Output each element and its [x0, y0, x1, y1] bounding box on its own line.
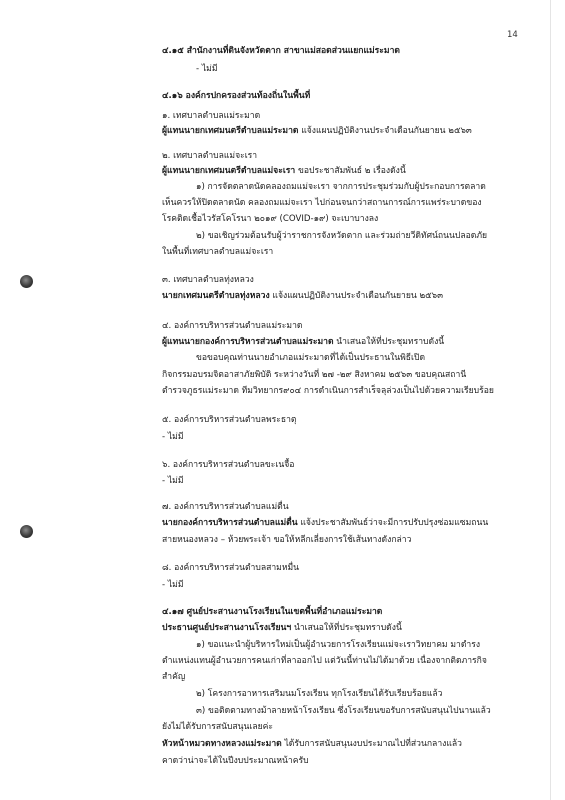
- speaker-text: ขอประชาสัมพันธ์ ๒ เรื่องดังนี้: [295, 166, 406, 176]
- paragraph-line: ในพื้นที่เทศบาลตำบลแม่จะเรา: [162, 247, 274, 257]
- speaker-name: หัวหน้าหมวดทางหลวงแม่ระมาด: [162, 739, 282, 749]
- item-heading: ๗. องค์การบริหารส่วนตำบลแม่ตื่น: [162, 502, 289, 512]
- speaker-text: ได้รับการสนับสนุนงบประมาณไปที่ส่วนกลางแล้ว: [281, 739, 462, 749]
- none-text: - ไม่มี: [162, 432, 184, 442]
- scan-edge: [550, 0, 551, 800]
- item-heading: ๖. องค์การบริหารส่วนตำบลขะเนจื้อ: [162, 460, 295, 470]
- none-text: - ไม่มี: [162, 580, 184, 590]
- speaker-name: ผู้แทนนายกเทศมนตรีตำบลแม่ระมาด: [162, 126, 299, 136]
- speaker-text: แจ้งประชาสัมพันธ์ว่าจะมีการปรับปรุงซ่อมแซมถนน: [297, 518, 489, 528]
- paragraph-line: ๑) ขอแนะนำผู้บริหารใหม่เป็นผู้อำนวยการโรงเรียนแม่จะเราวิทยาคม มาดำรง: [196, 640, 481, 650]
- paragraph-line: ๒) โครงการอาหารเสริมนมโรงเรียน ทุกโรงเรียนได้รับเรียบร้อยแล้ว: [196, 689, 443, 699]
- item-heading: ๕. องค์การบริหารส่วนตำบลพระธาตุ: [162, 415, 297, 425]
- paragraph-line: [162, 739, 462, 750]
- paragraph-line: กิจกรรมอบรมจิตอาสาภัยพิบัติ ระหว่างวันที่ ๒๗ -๒๙ สิงหาคม ๒๕๖๓ ขอบคุณสถานี: [162, 370, 467, 380]
- paragraph-line: ตำแหน่งแทนผู้อำนวยการคนเก่าที่ลาออกไป แต่วันนี้ท่านไม่ได้มาด้วย เนื่องจากติดภารกิจ: [162, 656, 487, 666]
- paragraph-line: ๒) ขอเชิญร่วมต้อนรับผู้ว่าราชการจังหวัดตาก และร่วมถ่ายวีดิทัศน์ถนนปลอดภัย: [196, 231, 488, 241]
- speaker-name: ผู้แทนนายกเทศมนตรีตำบลแม่จะเรา: [162, 166, 296, 176]
- speaker-text: นำเสนอให้ที่ประชุมทราบดังนี้: [333, 337, 445, 347]
- paragraph-line: [162, 126, 472, 137]
- paragraph-line: ๑) การจัดตลาดนัดคลองถมแม่จะเรา จากการประชุมร่วมกับผู้ประกอบการตลาด: [196, 182, 486, 192]
- item-heading: ๓. เทศบาลตำบลทุ่งหลวง: [162, 275, 254, 285]
- punch-hole: [20, 275, 33, 288]
- paragraph-line: ๓) ขอติดตามทางม้าลายหน้าโรงเรียน ซึ่งโรงเรียนขอรับการสนับสนุนไปนานแล้ว: [196, 706, 491, 716]
- speaker-name: นายกเทศมนตรีตำบลทุ่งหลวง: [162, 291, 270, 301]
- section-title: ๔.๑๕ สำนักงานที่ดินจังหวัดตาก สาขาแม่สอดส่วนแยกแม่ระมาด: [162, 46, 400, 56]
- speaker-text: แจ้งแผนปฏิบัติงานประจำเดือนกันยายน ๒๕๖๓: [269, 291, 443, 301]
- paragraph-line: คาดว่าน่าจะได้ในปีงบประมาณหน้าครับ: [162, 756, 309, 766]
- item-heading: ๔. องค์การบริหารส่วนตำบลแม่ระมาด: [162, 321, 303, 331]
- speaker-text: แจ้งแผนปฏิบัติงานประจำเดือนกันยายน ๒๕๖๓: [298, 126, 472, 136]
- paragraph-line: เห็นควรให้ปิดตลาดนัด คลองถมแม่จะเรา ไปก่อนจนกว่าสถานการณ์การแพร่ระบาดของ: [162, 198, 482, 208]
- paragraph-line: สายหนองหลวง – ห้วยพระเจ้า ขอให้หลีกเลี่ยงการใช้เส้นทางดังกล่าว: [162, 535, 412, 545]
- paragraph-line: สำคัญ: [162, 672, 186, 682]
- speaker-name: ผู้แทนนายกองค์การบริหารส่วนตำบลแม่ระมาด: [162, 337, 334, 347]
- punch-hole: [20, 525, 33, 538]
- none-text: - ไม่มี: [196, 64, 218, 74]
- section-title: ๔.๑๗ ศูนย์ประสานงานโรงเรียนในเขตพื้นที่อำเภอแม่ระมาด: [162, 607, 383, 617]
- none-text: - ไม่มี: [162, 476, 184, 486]
- paragraph-line: โรคติดเชื้อไวรัสโคโรนา ๒๐๑๙ (COVID-๑๙) จะเบาบางลง: [162, 214, 379, 224]
- paragraph-line: [162, 166, 406, 177]
- paragraph-line: ยังไม่ได้รับการสนับสนุนเลยค่ะ: [162, 722, 274, 732]
- page-number: 14: [507, 30, 518, 40]
- item-heading: ๘. องค์การบริหารส่วนตำบลสามหมื่น: [162, 563, 300, 573]
- item-heading: ๑. เทศบาลตำบลแม่ระมาด: [162, 111, 261, 121]
- paragraph-line: ขอขอบคุณท่านนายอำเภอแม่ระมาดที่ได้เป็นประธานในพิธีเปิด: [196, 353, 426, 363]
- section-title: ๔.๑๖ องค์กรปกครองส่วนท้องถิ่นในพื้นที่: [162, 91, 311, 101]
- speaker-name: ประธานศูนย์ประสานงานโรงเรียนฯ: [162, 623, 292, 633]
- paragraph-line: [162, 623, 402, 634]
- paragraph-line: [162, 518, 488, 529]
- speaker-name: นายกองค์การบริหารส่วนตำบลแม่ตื่น: [162, 518, 298, 528]
- paragraph-line: [162, 337, 444, 348]
- item-heading: ๒. เทศบาลตำบลแม่จะเรา: [162, 151, 258, 161]
- paragraph-line: [162, 291, 443, 302]
- speaker-text: นำเสนอให้ที่ประชุมทราบดังนี้: [291, 623, 402, 633]
- paragraph-line: ตำรวจภูธรแม่ระมาด ทีมวิทยากร๙๐๔ การดำเนินการสำเร็จลุล่วงเป็นไปด้วยความเรียบร้อย: [162, 386, 494, 396]
